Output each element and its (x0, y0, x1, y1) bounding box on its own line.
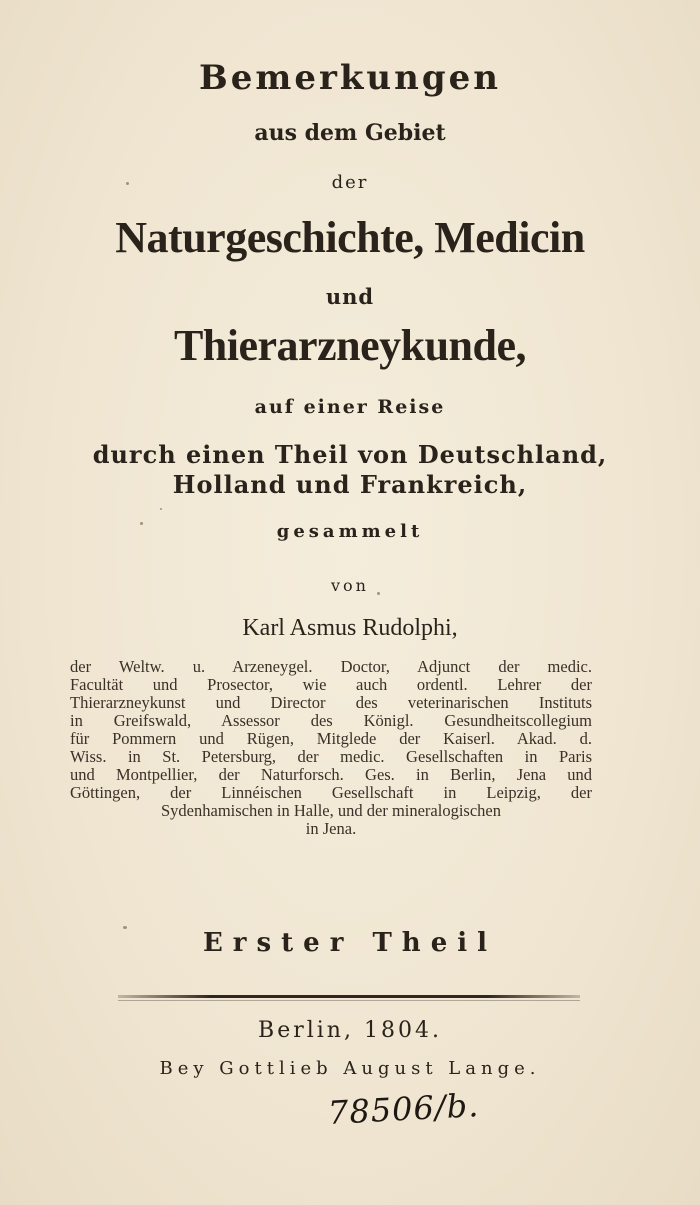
title-line-der: der (331, 172, 369, 193)
title-line-durch-einen-theil: durch einen Theil von Deutschland, (92, 440, 608, 469)
credentials-line: Thierarzneykunst und Director des veterinarischen Instituts (70, 693, 592, 712)
title-line-und: und (325, 284, 375, 309)
credentials-line: in Greifswald, Assessor des Königl. Gesundheitscollegium (70, 711, 592, 730)
title-line-holland-frankreich: Holland und Frankreich, (172, 470, 528, 499)
credentials-line: der Weltw. u. Arzeneygel. Doctor, Adjunct der medic. (70, 657, 592, 676)
credentials-line: für Pommern und Rügen, Mitglede der Kaiserl. Akad. d. (70, 729, 592, 748)
credentials-line: Göttingen, der Linnéischen Gesellschaft in Leipzig, der (70, 783, 592, 802)
credentials-line: Wiss. in St. Petersburg, der medic. Gesellschaften in Paris (70, 747, 592, 766)
title-line-thierarzneykunde: Thierarzneykunde, (173, 321, 527, 370)
title-line-auf-einer-reise: auf einer Reise (254, 396, 446, 418)
credentials-line: in Jena. (305, 819, 357, 838)
imprint-place-date: Berlin, 1804. (258, 1018, 442, 1043)
title-line-naturgeschichte: Naturgeschichte, Medicin (115, 213, 585, 262)
paper-speck (123, 926, 127, 929)
divider-rule-thin (118, 1000, 580, 1001)
title-line-gesammelt: gesammelt (276, 521, 424, 542)
credentials-line: Facultät und Prosector, wie auch ordentl. Lehrer der (70, 675, 592, 694)
volume-label: Erster Theil (202, 928, 497, 958)
title-line-aus-dem-gebiet: aus dem Gebiet (254, 120, 446, 146)
title-line-bemerkungen: Bemerkungen (198, 58, 501, 98)
imprint-publisher: Bey Gottlieb August Lange. (159, 1058, 541, 1079)
paper-speck (160, 508, 162, 510)
credentials-line: und Montpellier, der Naturforsch. Ges. in Berlin, Jena und (70, 765, 592, 784)
paper-speck (377, 592, 380, 595)
credentials-line: Sydenhamischen in Halle, und der mineralogischen (161, 801, 501, 820)
handwritten-shelfmark: 78506/b. (327, 1086, 481, 1132)
divider-rule (118, 995, 580, 998)
paper-speck (140, 522, 143, 525)
title-line-von: von (331, 576, 369, 595)
author-name: Karl Asmus Rudolphi, (242, 615, 458, 641)
author-credentials (70, 658, 592, 838)
paper-speck (126, 182, 129, 185)
